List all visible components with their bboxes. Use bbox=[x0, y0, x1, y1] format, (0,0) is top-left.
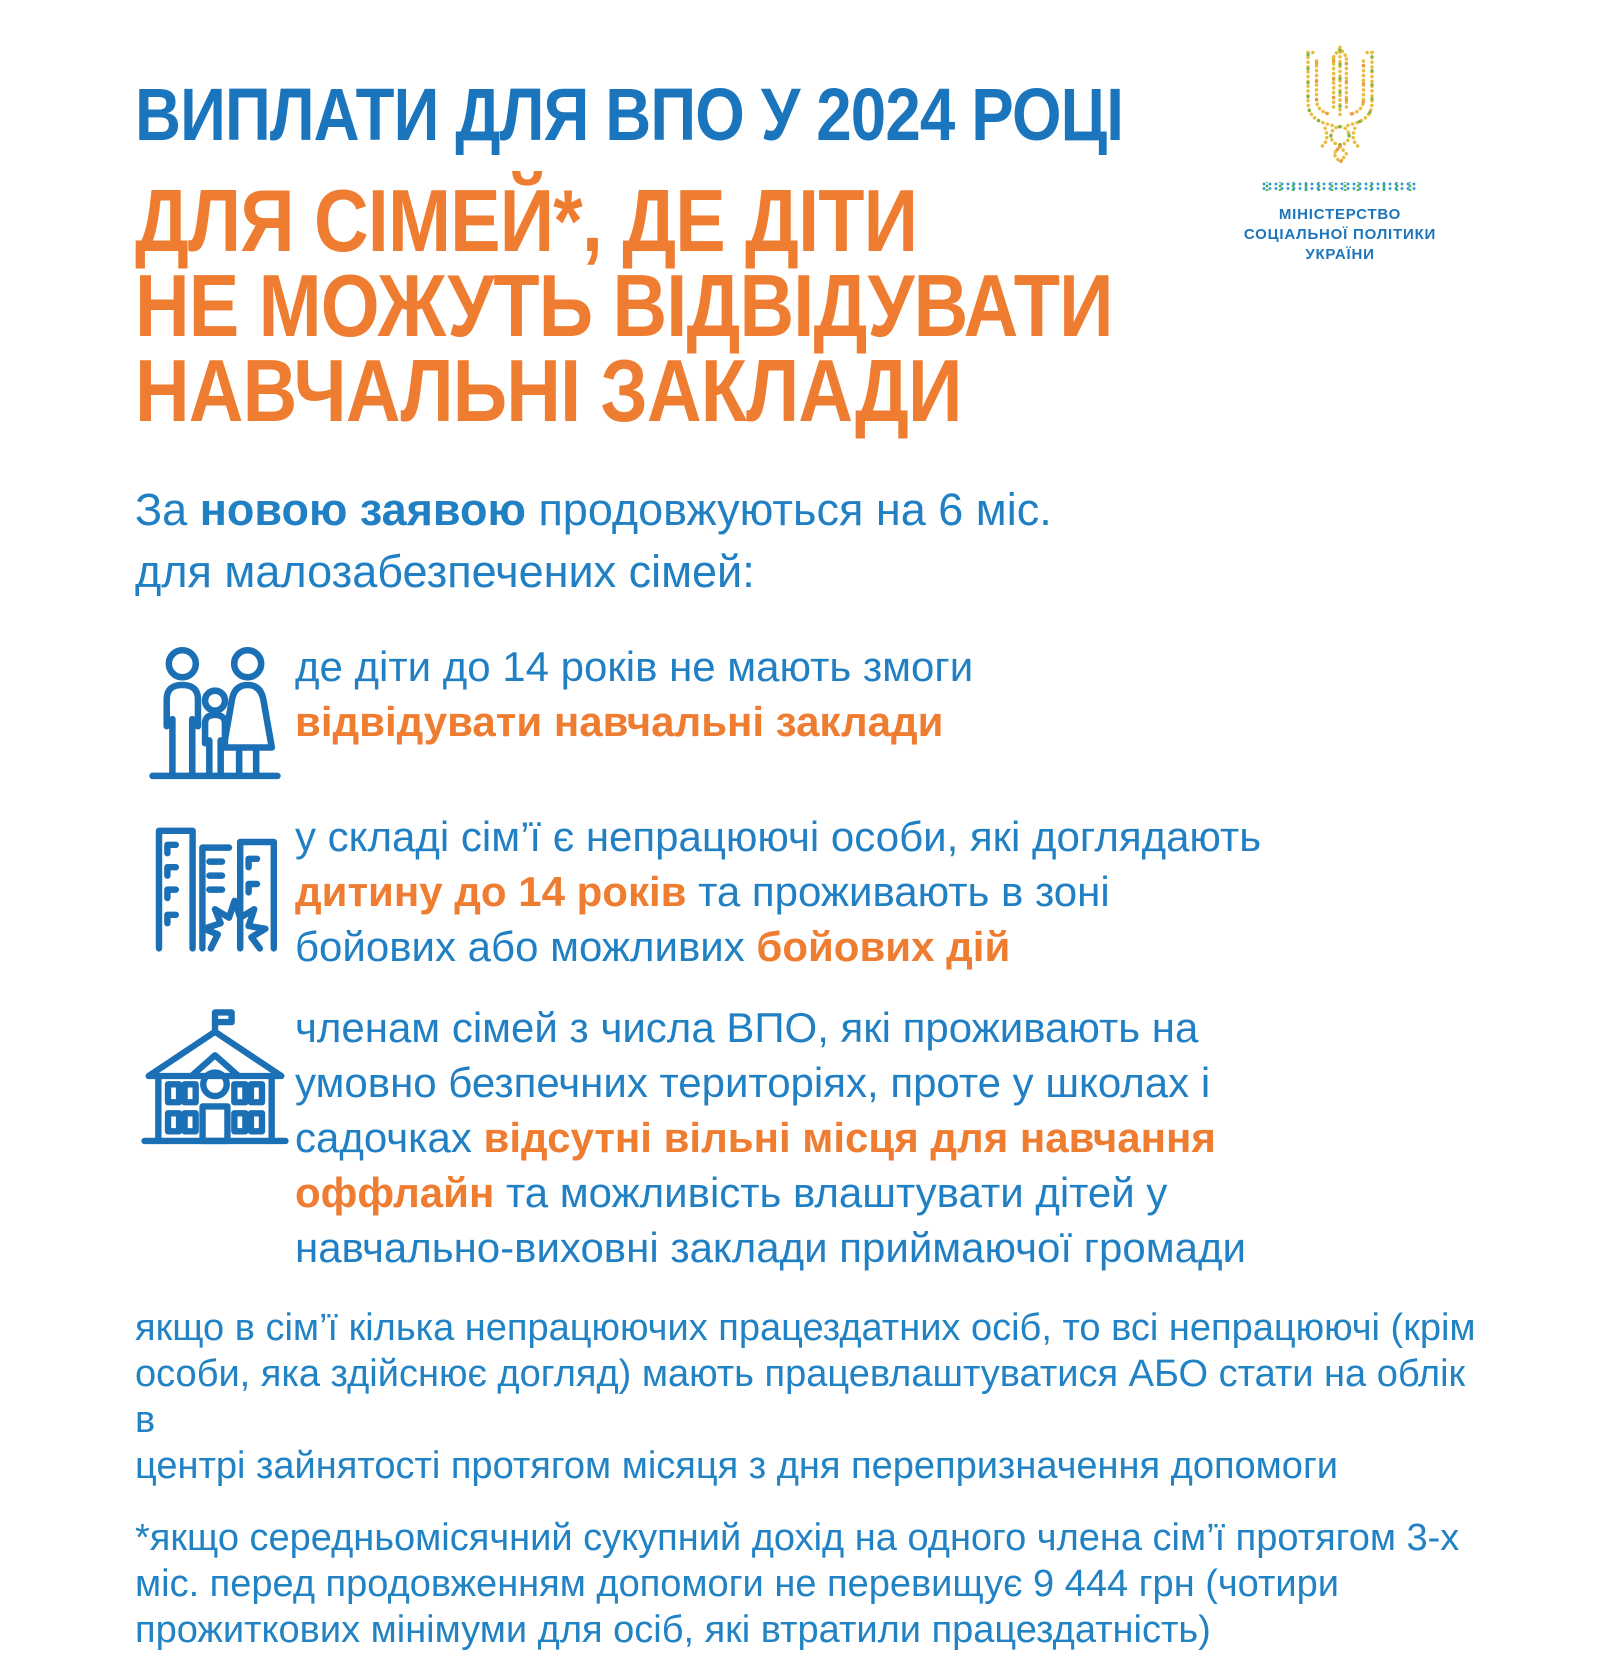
tryzub-dotted-icon bbox=[1292, 42, 1388, 174]
bullet-text bbox=[295, 637, 1490, 749]
bullet-text-line bbox=[295, 1055, 1490, 1110]
bullet-text-line bbox=[295, 639, 1490, 694]
footnotes bbox=[135, 1305, 1490, 1653]
bullet-text-segment: та можливість влаштувати дітей у bbox=[494, 1169, 1168, 1216]
bullet-text-segment: та проживають в зоні bbox=[686, 868, 1110, 915]
bullet-text-segment: у складі сім’ї є непрацюючі особи, які доглядають bbox=[295, 813, 1262, 860]
shelled-buildings-icon bbox=[145, 811, 285, 957]
footnote-line: міс. перед продовженням допомоги не перевищує 9 444 грн (чотири bbox=[135, 1563, 1339, 1605]
bullet-text-line bbox=[295, 919, 1490, 974]
intro-pre: За bbox=[135, 484, 200, 535]
school-icon bbox=[139, 1002, 291, 1150]
bullet-text-segment: бойових дій bbox=[756, 923, 1011, 970]
subtitle-line-3: НАВЧАЛЬНІ ЗАКЛАДИ bbox=[135, 341, 962, 440]
intro-post: продовжуються на 6 міс. bbox=[525, 484, 1052, 535]
intro-text bbox=[135, 479, 1490, 603]
bullet-text-line bbox=[295, 1000, 1490, 1055]
bullet-text-segment: умовно безпечних територіях, проте у школах і bbox=[295, 1059, 1211, 1106]
ministry-logo bbox=[1190, 42, 1490, 265]
footnote-employment-rule bbox=[135, 1305, 1490, 1489]
benefit-item-school-capacity bbox=[135, 998, 1490, 1275]
bullet-text-segment: членам сімей з числа ВПО, які проживають на bbox=[295, 1004, 1199, 1051]
benefit-conditions-list bbox=[135, 637, 1490, 1275]
footnote-line: центрі зайнятості протягом місяця з дня перепризначення допомоги bbox=[135, 1445, 1339, 1487]
family-icon bbox=[144, 641, 286, 783]
intro-line-2: для малозабезпечених сімей: bbox=[135, 546, 755, 597]
page-title-text: ВИПЛАТИ ДЛЯ ВПО У 2024 РОЦІ bbox=[135, 73, 1124, 156]
benefit-item-families bbox=[135, 637, 1490, 783]
logo-separator-dots bbox=[1262, 182, 1418, 191]
ministry-name-line-3: УКРАЇНИ bbox=[1305, 246, 1375, 263]
bullet-text-line bbox=[295, 1165, 1490, 1220]
subtitle-line-2: НЕ МОЖУТЬ ВІДВІДУВАТИ bbox=[135, 256, 1113, 355]
bullet-text-line bbox=[295, 809, 1490, 864]
bullet-text bbox=[295, 807, 1490, 974]
intro-bold: новою заявою bbox=[199, 484, 526, 535]
bullet-text-segment: бойових або можливих bbox=[295, 923, 757, 970]
footnote-line: прожиткових мінімуми для осіб, які втратили працездатність) bbox=[135, 1609, 1211, 1651]
header bbox=[135, 42, 1490, 440]
subtitle-line-1: ДЛЯ СІМЕЙ*, ДЕ ДІТИ bbox=[135, 171, 918, 270]
header-text bbox=[135, 42, 1180, 440]
ministry-name-line-2: СОЦІАЛЬНОЇ ПОЛІТИКИ bbox=[1243, 226, 1437, 243]
bullet-text-segment: де діти до 14 років не мають змоги bbox=[295, 643, 974, 690]
bullet-text-line bbox=[295, 1110, 1490, 1165]
bullet-text-segment: навчально-виховні заклади приймаючої громади bbox=[295, 1224, 1246, 1271]
footnote-line: особи, яка здійснює догляд) мають працевлаштуватися АБО стати на облік в bbox=[135, 1353, 1466, 1441]
bullet-text-line bbox=[295, 1220, 1490, 1275]
footnote-line: *якщо середньомісячний сукупний дохід на одного члена сім’ї протягом 3-х bbox=[135, 1517, 1460, 1559]
subtitle-heading bbox=[135, 171, 1180, 440]
bullet-text-segment: відвідувати навчальні заклади bbox=[295, 698, 944, 745]
bullet-text-segment: відсутні вільні місця для навчання bbox=[483, 1114, 1216, 1161]
bullet-text-segment: оффлайн bbox=[295, 1169, 495, 1216]
ministry-name bbox=[1190, 205, 1490, 265]
page-title bbox=[135, 73, 1180, 156]
ministry-name-line-1: МІНІСТЕРСТВО bbox=[1278, 206, 1402, 223]
bullet-text bbox=[295, 998, 1490, 1275]
footnote-income-threshold bbox=[135, 1515, 1490, 1653]
footnote-line: якщо в сім’ї кілька непрацюючих працездатних осіб, то всі непрацюючі (крім bbox=[135, 1307, 1476, 1349]
bullet-text-line bbox=[295, 694, 1490, 749]
benefit-item-combat-zone bbox=[135, 807, 1490, 974]
bullet-text-segment: садочках bbox=[295, 1114, 484, 1161]
bullet-text-line bbox=[295, 864, 1490, 919]
bullet-text-segment: дитину до 14 років bbox=[295, 868, 687, 915]
